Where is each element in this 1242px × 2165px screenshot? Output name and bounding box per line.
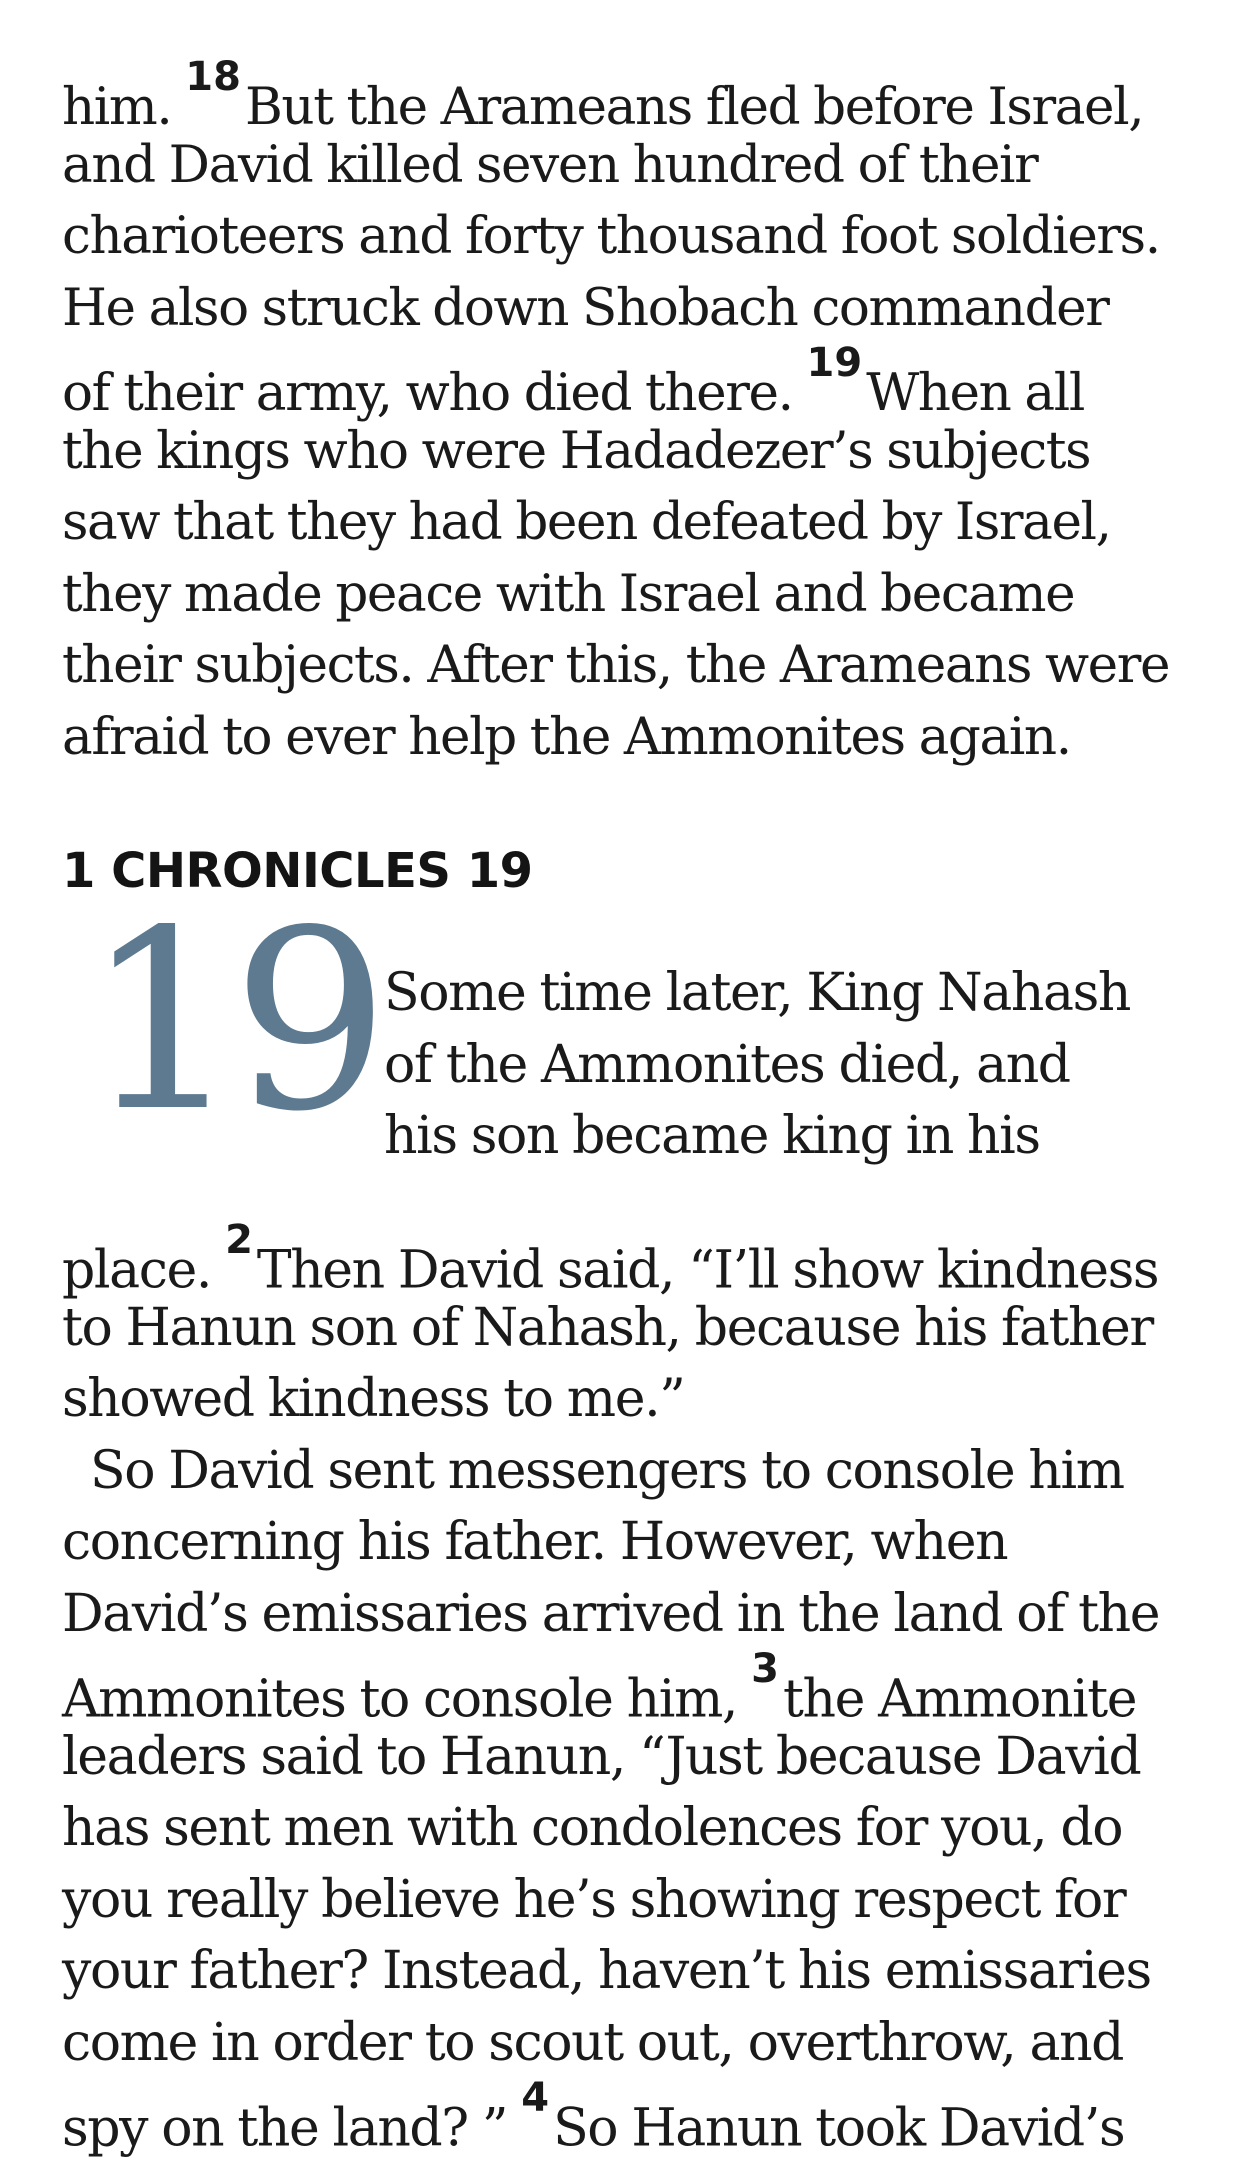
- chapter-heading: 1 CHRONICLES 19: [62, 843, 533, 899]
- text-line: place. $^2$Then David said, “I’ll show kindness: [62, 1217, 1159, 1301]
- passage-after-heading: [62, 1217, 1160, 2159]
- reading-area[interactable]: [62, 54, 1202, 2159]
- text-line: concerning his father. However, when: [62, 1512, 1008, 1572]
- text-line: of their army, who died there. $^{19}$When all: [62, 340, 1084, 424]
- text-line: charioteers and forty thousand foot soldiers.: [62, 206, 1160, 266]
- text-line: his son became king in his: [384, 1106, 1040, 1166]
- text-line: their subjects. After this, the Arameans were: [62, 635, 1170, 695]
- verse-number[interactable]: 2: [225, 1217, 253, 1263]
- text-line: leaders said to Hanun, “Just because David: [62, 1726, 1141, 1787]
- chapter-intro-lines: [384, 958, 1130, 1173]
- text-line: David’s emissaries arrived in the land of the: [62, 1583, 1160, 1644]
- chapter-dropcap-number: 19: [84, 878, 380, 1166]
- text-line: of the Ammonites died, and: [384, 1034, 1070, 1095]
- verse-number[interactable]: 18: [185, 54, 241, 100]
- text-line: him. $^{18}$But the Arameans fled before Israel,: [62, 54, 1144, 138]
- text-line: has sent men with condolences for you, do: [62, 1798, 1123, 1858]
- text-line: saw that they had been defeated by Israel,: [62, 492, 1111, 552]
- text-line: you really believe he’s showing respect for: [62, 1869, 1126, 1930]
- text-line: to Hanun son of Nahash, because his father: [62, 1297, 1153, 1358]
- text-line: come in order to scout out, overthrow, and: [62, 2012, 1124, 2073]
- verse-number[interactable]: 3: [751, 1646, 779, 1692]
- text-line: spy on the land? ” $^4$So Hanun took David’s: [62, 2075, 1125, 2159]
- text-line: showed kindness to me.”: [62, 1369, 685, 1429]
- verse-number[interactable]: 19: [806, 340, 863, 386]
- text-line: they made peace with Israel and became: [62, 563, 1075, 624]
- text-line: afraid to ever help the Ammonites again.: [62, 706, 1071, 767]
- text-line: Some time later, King Nahash: [384, 963, 1130, 1023]
- passage-before-chapter: [62, 54, 1202, 773]
- text-line: your father? Instead, haven’t his emissaries: [62, 1941, 1151, 2001]
- text-line: the kings who were Hadadezer’s subjects: [62, 420, 1091, 481]
- text-line: Ammonites to console him, $^3$the Ammonite: [62, 1646, 1137, 1730]
- text-line-indented: So David sent messengers to console him: [90, 1440, 1124, 1501]
- verse-number[interactable]: 4: [521, 2075, 550, 2121]
- text-line: He also struck down Shobach commander: [62, 277, 1109, 338]
- text-line: and David killed seven hundred of their: [62, 134, 1038, 195]
